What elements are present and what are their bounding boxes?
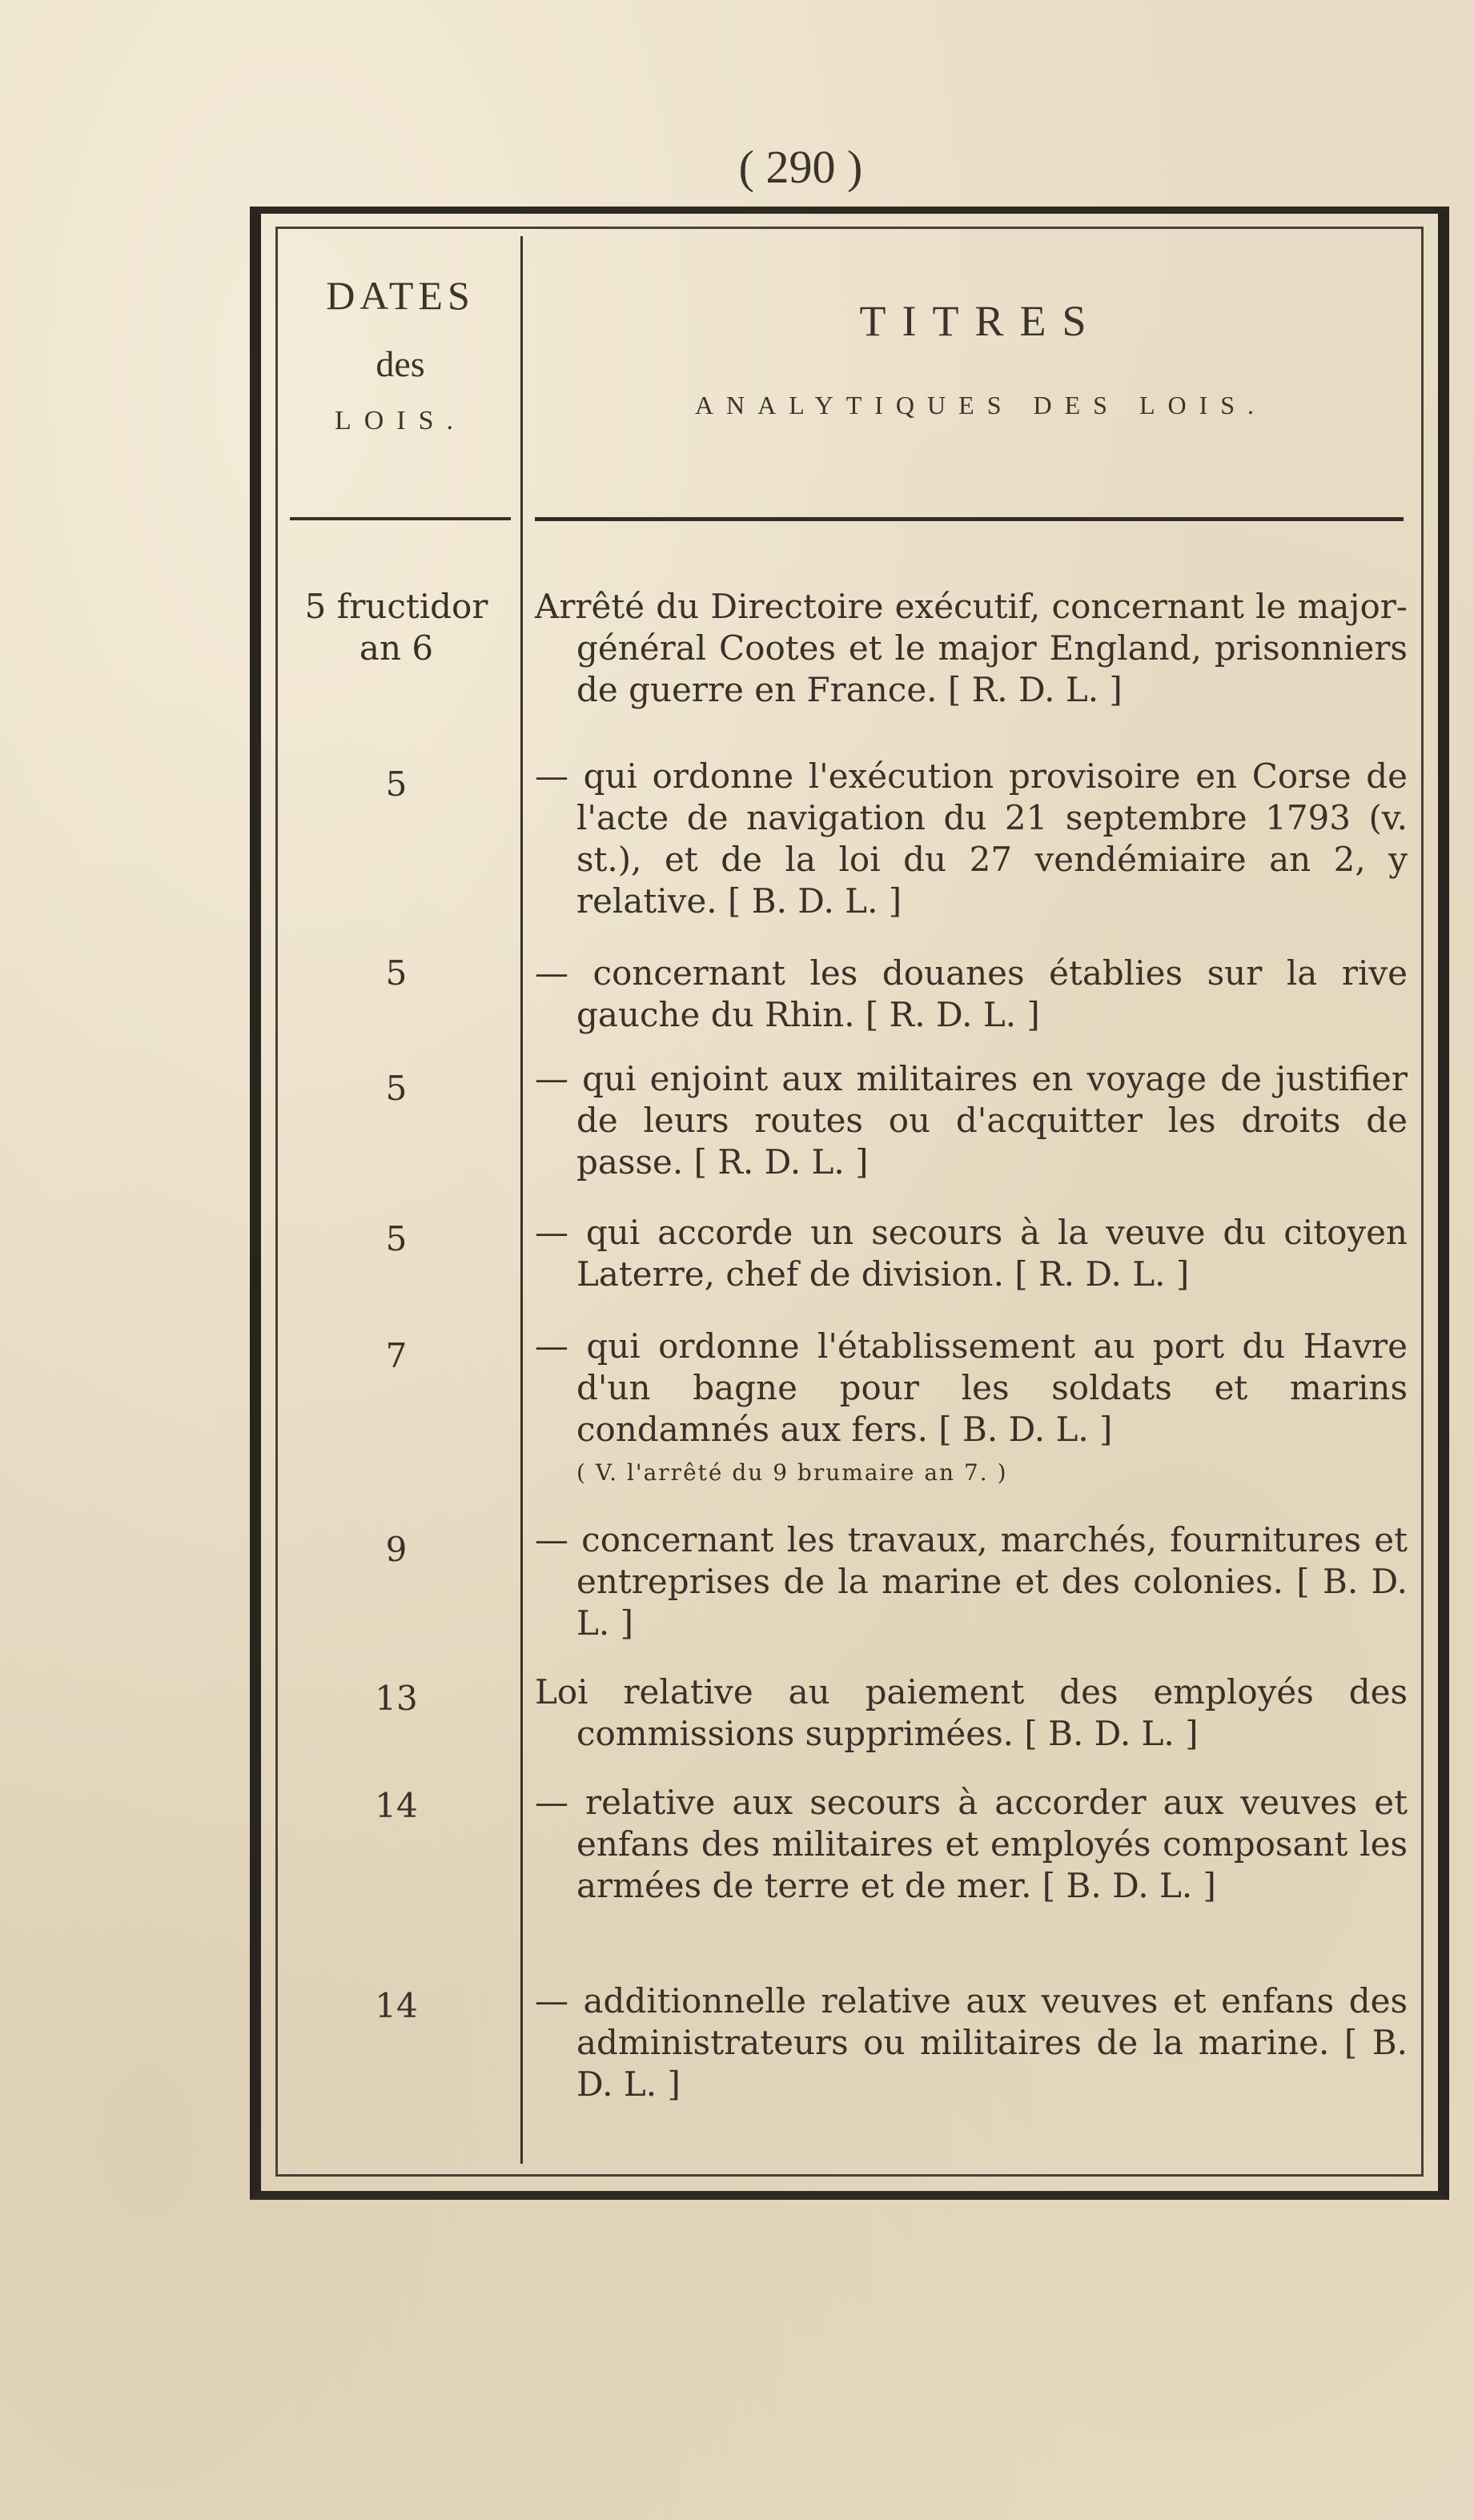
entry-date-line1: 5 fructidor	[304, 587, 488, 626]
entry-title	[535, 1980, 1408, 2105]
entry-date	[288, 1785, 504, 1827]
entry-date-line1: 5	[385, 1069, 408, 1108]
entry-title	[535, 756, 1408, 922]
dates-header-line1: DATES	[326, 273, 475, 318]
entry-date	[288, 1068, 504, 1110]
entry-date-line1: 14	[375, 1786, 418, 1825]
entry-date-line1: 5	[385, 1219, 408, 1258]
page-number: ( 290 )	[738, 141, 863, 193]
entry-title-text: — qui enjoint aux militaires en voyage de justifier de leurs routes ou d'acquitter les droits de passe. [ R. D. L. ]	[535, 1059, 1408, 1182]
entry-title	[535, 1326, 1408, 1494]
entry-date-line1: 5	[385, 764, 408, 804]
entry-title	[535, 1671, 1408, 1755]
dates-header-line3: LOIS.	[334, 406, 467, 435]
entry-date	[288, 586, 504, 669]
dates-header-line2: des	[376, 343, 425, 384]
entry-date-line1: 5	[385, 953, 408, 993]
titles-column-header	[536, 296, 1425, 420]
titles-header-line1: TITRES	[859, 297, 1102, 345]
dates-column-header	[280, 272, 520, 436]
entry-title-text: — qui accorde un secours à la veuve du citoyen Laterre, chef de division. [ R. D. L. ]	[535, 1213, 1408, 1294]
entry-date	[288, 764, 504, 805]
entry-title	[535, 953, 1408, 1036]
entry-date	[288, 1529, 504, 1571]
entry-date	[288, 1335, 504, 1377]
titles-header-line2: ANALYTIQUES DES LOIS.	[694, 391, 1267, 419]
entry-title-text: — additionnelle relative aux veuves et enfans des administrateurs ou militaires de la marine. [ B. D. L. ]	[535, 1981, 1408, 2104]
entry-title	[535, 1782, 1408, 1907]
entry-title	[535, 586, 1408, 711]
entry-title	[535, 1212, 1408, 1295]
entry-date	[288, 1678, 504, 1719]
entry-date-line1: 9	[385, 1530, 408, 1569]
entry-title	[535, 1519, 1408, 1644]
entry-title-text: Loi relative au paiement des employés des commissions supprimées. [ B. D. L. ]	[535, 1672, 1408, 1753]
entry-title-text: — concernant les douanes établies sur la rive gauche du Rhin. [ R. D. L. ]	[535, 953, 1408, 1034]
column-divider	[520, 236, 523, 2164]
entry-date	[288, 953, 504, 994]
entry-date-line1: 7	[385, 1336, 408, 1375]
titles-header-rule	[535, 517, 1404, 521]
entry-date-line2: an 6	[359, 628, 434, 668]
entry-note: ( V. l'arrêté du 9 brumaire an 7. )	[576, 1459, 1008, 1486]
entry-title-text: — concernant les travaux, marchés, fournitures et entreprises de la marine et des colonies. [ B. D. L. ]	[535, 1520, 1408, 1643]
entry-title	[535, 1058, 1408, 1183]
entry-date-line1: 14	[375, 1986, 418, 2025]
entry-title-text: Arrêté du Directoire exécutif, concernant le major-général Cootes et le major England, prisonniers de guerre en France. [ R. D. L. ]	[535, 587, 1408, 709]
entry-date	[288, 1218, 504, 1260]
entry-title-text: — qui ordonne l'établissement au port du Havre d'un bagne pour les soldats et marins condamnés aux fers. [ B. D. L. ]	[535, 1326, 1408, 1449]
entry-date	[288, 1985, 504, 2027]
dates-header-rule	[290, 517, 511, 520]
entry-date-line1: 13	[375, 1679, 418, 1718]
entry-title-text: — qui ordonne l'exécution provisoire en Corse de l'acte de navigation du 21 septembre 1793 (v. st.), et de la loi du 27 vendémiaire an 2, y relative. [ B. D. L. ]	[535, 756, 1408, 921]
entry-title-text: — relative aux secours à accorder aux veuves et enfans des militaires et employés composant les armées de terre et de mer. [ B. D. L. ]	[535, 1783, 1408, 1905]
